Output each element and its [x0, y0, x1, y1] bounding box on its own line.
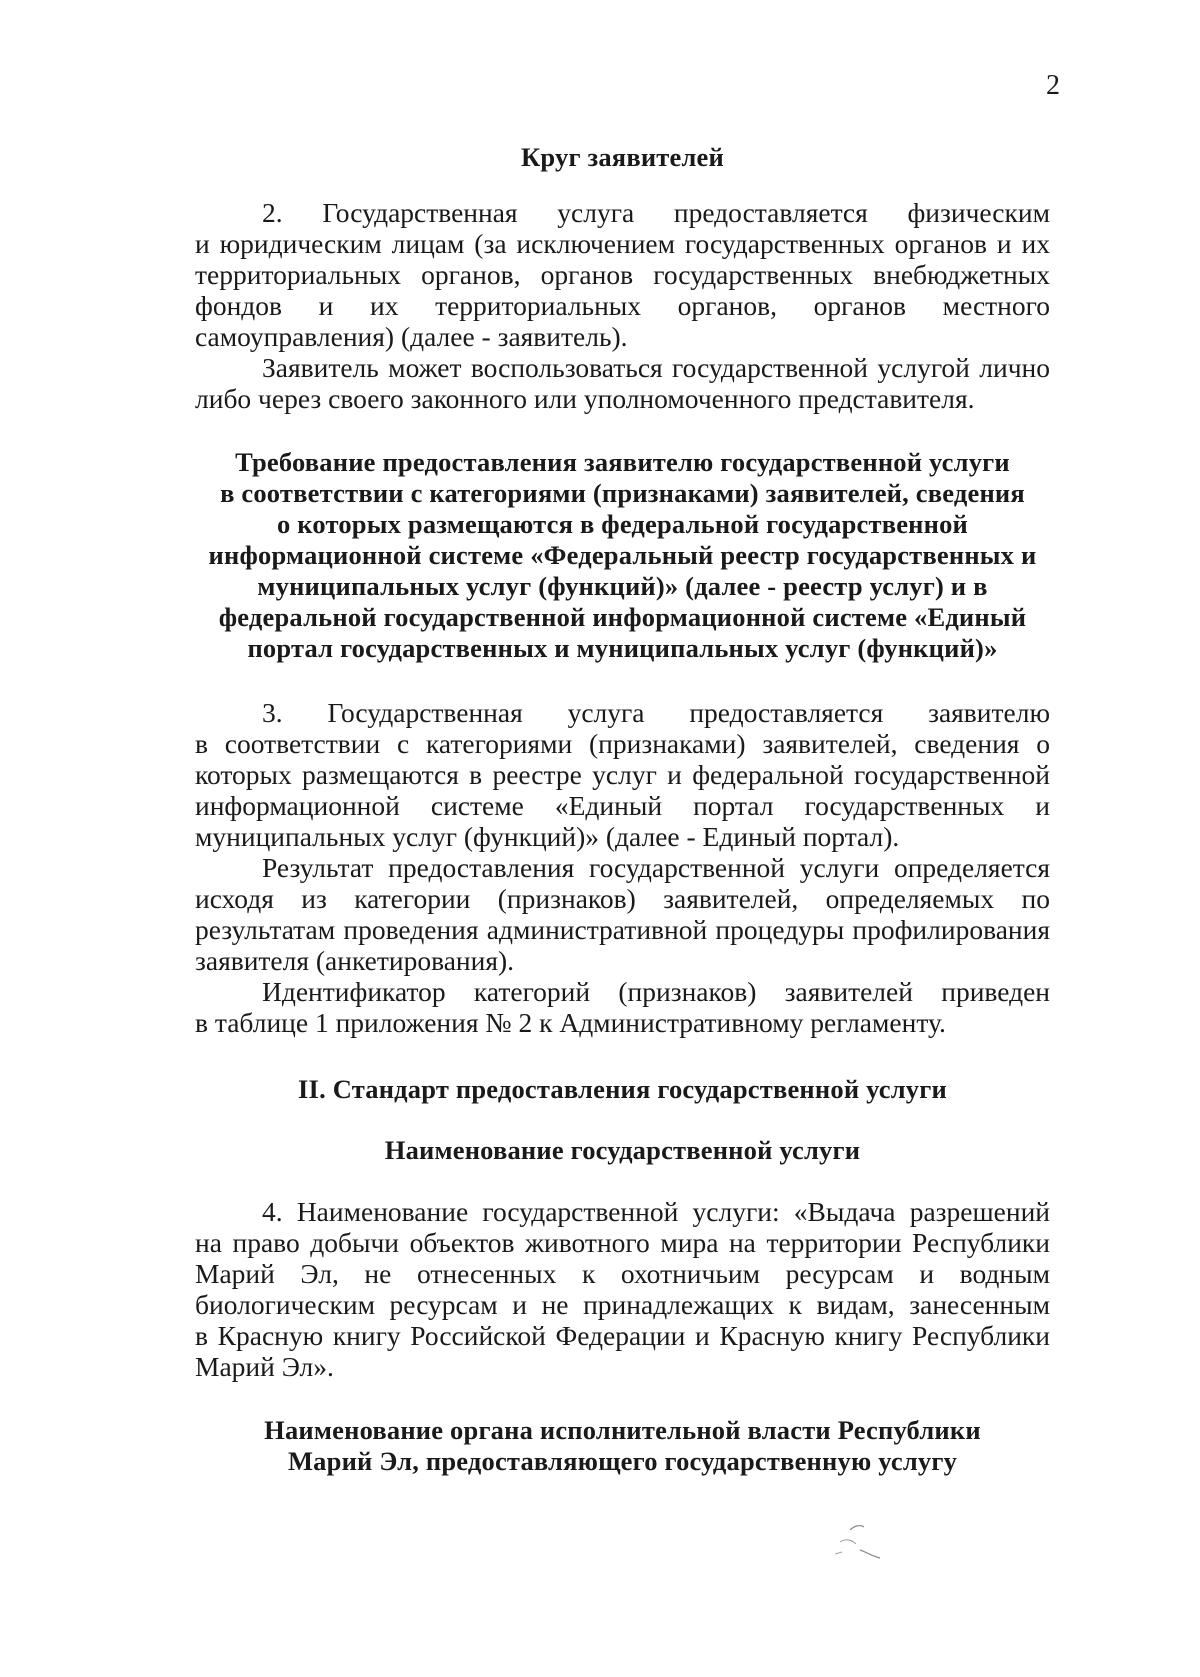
- paragraph-3-result: [195, 852, 1050, 976]
- heading-line: в соответствии с категориями (признаками) заявителей, сведения: [220, 478, 1025, 508]
- section-heading-requirement: [195, 447, 1050, 664]
- paragraph-line: 4. Наименование государственной услуги: «Выдача разрешений: [262, 1196, 1050, 1227]
- heading-line: Наименование органа исполнительной власти Республики: [264, 1415, 981, 1445]
- paragraph-line: Марий Эл».: [195, 1351, 334, 1382]
- heading-line: информационной системе «Федеральный реестр государственных и: [208, 540, 1037, 570]
- paragraph-line: в таблице 1 приложения № 2 к Административному регламенту.: [195, 1007, 946, 1038]
- paragraph-line: исходя из категории (признаков) заявителей, определяемых по: [195, 883, 1050, 914]
- heading-line: федеральной государственной информационной системе «Единый: [218, 602, 1027, 632]
- paragraph-line: Идентификатор категорий (признаков) заявителей приведен: [262, 976, 1050, 1007]
- heading-line: портал государственных и муниципальных услуг (функций)»: [247, 633, 998, 663]
- document-body: [195, 142, 1050, 1477]
- heading-line: муниципальных услуг (функций)» (далее - реестр услуг) и в: [257, 571, 988, 601]
- paragraph-line: самоуправления) (далее - заявитель).: [195, 321, 628, 352]
- paragraph-line: и юридическим лицам (за исключением государственных органов и их: [195, 228, 1050, 259]
- paragraph-line: территориальных органов, органов государственных внебюджетных: [195, 259, 1050, 290]
- paragraph-line: результатам проведения административной процедуры профилирования: [195, 914, 1050, 945]
- heading-line: о которых размещаются в федеральной государственной: [276, 509, 969, 539]
- paragraph-line: биологическим ресурсам и не принадлежащих к видам, занесенным: [195, 1289, 1050, 1320]
- paragraph-line: Марий Эл, не отнесенных к охотничьим ресурсам и водным: [195, 1258, 1050, 1289]
- paragraph-4: [195, 1196, 1050, 1382]
- paragraph-line: на право добычи объектов животного мира на территории Республики: [195, 1227, 1050, 1258]
- heading-line: Марий Эл, предоставляющего государственную услугу: [287, 1446, 958, 1476]
- section-heading-service-name: Наименование государственной услуги: [384, 1135, 861, 1165]
- paragraph-line: в соответствии с категориями (признаками) заявителей, сведения о: [195, 728, 1050, 759]
- paragraph-line: Результат предоставления государственной услуги определяется: [262, 852, 1050, 883]
- section-heading-applicants: Круг заявителей: [520, 142, 724, 172]
- paragraph-3-identifier: [195, 976, 1050, 1038]
- paragraph-line: муниципальных услуг (функций)» (далее - Единый портал).: [195, 821, 900, 852]
- paragraph-3: [195, 697, 1050, 852]
- paragraph-line: фондов и их территориальных органов, органов местного: [195, 290, 1050, 321]
- paragraph-line: информационной системе «Единый портал государственных и: [195, 790, 1050, 821]
- paragraph-line: которых размещаются в реестре услуг и федеральной государственной: [195, 759, 1050, 790]
- paragraph-2: [195, 197, 1050, 352]
- paragraph-line: 2. Государственная услуга предоставляется физическим: [262, 197, 1050, 228]
- paragraph-2-representative: [195, 352, 1050, 414]
- section-heading-standard: II. Стандарт предоставления государственной услуги: [298, 1074, 947, 1104]
- paragraph-line: либо через своего законного или уполномоченного представителя.: [195, 383, 975, 414]
- paragraph-line: 3. Государственная услуга предоставляется заявителю: [262, 697, 1050, 728]
- paragraph-line: Заявитель может воспользоваться государственной услугой лично: [262, 352, 1050, 383]
- page-number: 2: [1046, 70, 1060, 101]
- signature-mark-icon: [830, 1512, 910, 1572]
- section-heading-authority: [195, 1415, 1050, 1477]
- heading-line: Требование предоставления заявителю государственной услуги: [235, 447, 1010, 477]
- paragraph-line: заявителя (анкетирования).: [195, 945, 515, 976]
- paragraph-line: в Красную книгу Российской Федерации и Красную книгу Республики: [195, 1320, 1050, 1351]
